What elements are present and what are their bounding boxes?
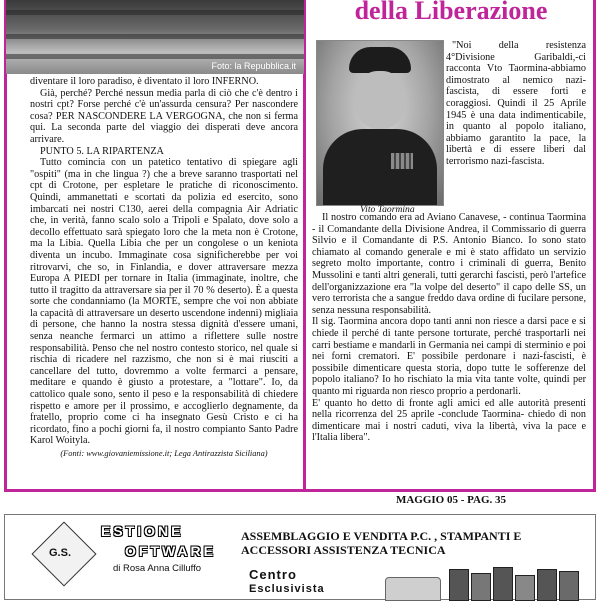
ink-cartridge-icon	[515, 575, 535, 601]
ink-cartridge-icon	[471, 573, 491, 601]
ink-cartridge-icon	[537, 569, 557, 601]
right-article-bottom	[312, 212, 586, 444]
ad-service-line-2: ACCESSORI ASSISTENZA TECNICA	[241, 543, 446, 557]
medals-icon	[391, 153, 413, 169]
right-article-top	[446, 40, 586, 168]
sources-note: (Fonti: www.giovaniemissione.it; Lega Antirazzista Siciliana)	[60, 449, 268, 458]
ad-centro	[249, 567, 325, 597]
paragraph: Già, perché? Perché nessun media parla di ciò che c'è dentro i nostri cpt? Forse perché c'è un'assurda censura? Per nascondere cosa? PER NASCONDERE LA VERGOGNA, che non si ferma qui. La seconda parte del viaggio dei disperati deve ancora arrivare.	[30, 87, 298, 145]
page-footer: MAGGIO 05 - PAG. 35	[395, 494, 507, 506]
paragraph: Tutto comincia con un patetico tentativo di spiegare agli "ospiti" (ma in che lingua ?) che a breve saranno trasportati nel cpt di Crotone, per espletare le pratiche di riconoscimento. Quindi, ammanettati e scortati da polizia ed esercito, sono imbarcati nei nostri C130, aerei della compagnia Air Adriatic che, in verità, fanno scalo solo a Tripoli e Spalato, dove solo a decollo effettuato sarà spiegato loro che la meta non è Crotone, ma la Libia. Quella Libia che per un congolese o un keniota diventa un incubo. Immaginate cosa significherebbe per voi ritrovarvi, che so, in Finlandia, e dover attraversare mezza Europa A PIEDI per tornare in Italia (immaginate, inoltre, che tutto il tragitto da attraversare sia per il 70 % deserto). È a questa sorte che condanniamo (la MORTE, sempre che voi non abbiate la capacità di attraversare un deserto uscendone indenni) migliaia di persone, che hanno la nostra stessa dignità d'essere umani, senza neanche fermarci un attimo a riflettere sulle nostre responsabilità. Penso che nel nostro contesto storico, nel quale si rischia di ricadere nel razzismo, che non si è mai riusciti a cancellare del tutto, dovremmo a volte fermarci a pensare, meditare e quando è giusto a protestare, a "lottare". Io, da cattolico quale sono, sento il peso e la responsabilità di chiedere rispetto e amore per il prossimo, e accoglierlo degnamente, da fratello, proprio come ci ha insegnato Gesù Cristo e ci ha ricordato, fino a pochi giorni fa, il nostro compianto Santo Padre Karol Woityla.	[30, 157, 298, 447]
left-article-column	[30, 76, 298, 460]
ink-cartridge-icon	[559, 571, 579, 601]
portrait-photo	[316, 40, 444, 206]
esclusivista-label: Esclusivista	[249, 583, 325, 595]
ink-cartridge-icon	[449, 569, 469, 601]
paragraph: Il sig. Taormina ancora dopo tanti anni non riesce a darsi pace e si chiede il perché di tante persone torturate, perché trasportarli nei carri bestiame e mandarli in Germania nei campi di sterminio e poi nei forni crematori. E' possibile perdonare i nazi-fascisti, è possibile dimenticare questa storia, dopo tutte le sofferenze del popolo italiano? Io ho rischiato la mia vita tante volte, quindi per quanto mi riguarda non riesco proprio a perdonarli.	[312, 316, 586, 397]
top-news-photo	[6, 0, 304, 74]
ad-owner: di Rosa Anna Cilluffo	[113, 563, 202, 574]
military-cap	[349, 47, 411, 73]
uniform-coat	[323, 129, 437, 205]
photo-credit: Foto: la Repubblica.it	[211, 61, 296, 71]
section-heading: PUNTO 5. LA RIPARTENZA	[40, 145, 164, 157]
paragraph: "Noi della resistenza 4°Divisione Garibaldi,-ci racconta Vto Taormina-abbiamo dimostrato al nemico nazi-fascista, di essere forti e coraggiosi. Quindi il 25 Aprile 1945 è una data indimenticabile, in quanto al popolo italiano, abbiamo garantito la pace, la libertà e di essere liberi dal terrorismo nazi-fascista.	[446, 40, 586, 167]
paragraph: diventare il loro paradiso, è diventato il loro INFERNO.	[30, 76, 259, 87]
brand-line-1: ESTIONE	[101, 523, 184, 539]
advertisement-banner[interactable]	[4, 514, 596, 600]
article-title: della Liberazione	[354, 0, 548, 25]
paragraph: E' quanto ho detto di fronte agli amici ed alle autorità presenti nella ricorrenza del 25 aprile -conclude Taormina- chiedo di non dimenticare mai i nostri caduti, viva la libertà, viva la pace e l'Italia libera".	[312, 397, 586, 444]
centro-label: Centro	[249, 567, 297, 582]
printer-products-image	[385, 565, 595, 601]
printer-icon	[385, 577, 441, 601]
ink-cartridge-icon	[493, 567, 513, 601]
paragraph: Il nostro comando era ad Aviano Canavese, - continua Taormina - il Comandante della Divisione Andrea, il Commissario di guerra Silvio e il Comandante di P.S. Antonio Bianco. Io sono stato chiamato al comando generale e mi è stato affidato un servizio segreto molto importante, contro i criminali di guerra, Benito Mussolini e tanti altri generali, tutti gerarchi fascisti, però l'artefice dell'organizzazione era "la volpe del deserto" il capo delle SS, un vero terrorista che a sangue freddo dava ordine di fucilare persone, senza nessuna responsabilità.	[312, 212, 586, 316]
photo-caption: Vito Taormina	[360, 204, 415, 215]
brand-line-2: OFTWARE	[125, 543, 216, 559]
ad-service-line-1: ASSEMBLAGGIO E VENDITA P.C. , STAMPANTI E	[241, 529, 522, 543]
logo-text: G.S.	[49, 547, 72, 559]
face	[355, 71, 405, 129]
